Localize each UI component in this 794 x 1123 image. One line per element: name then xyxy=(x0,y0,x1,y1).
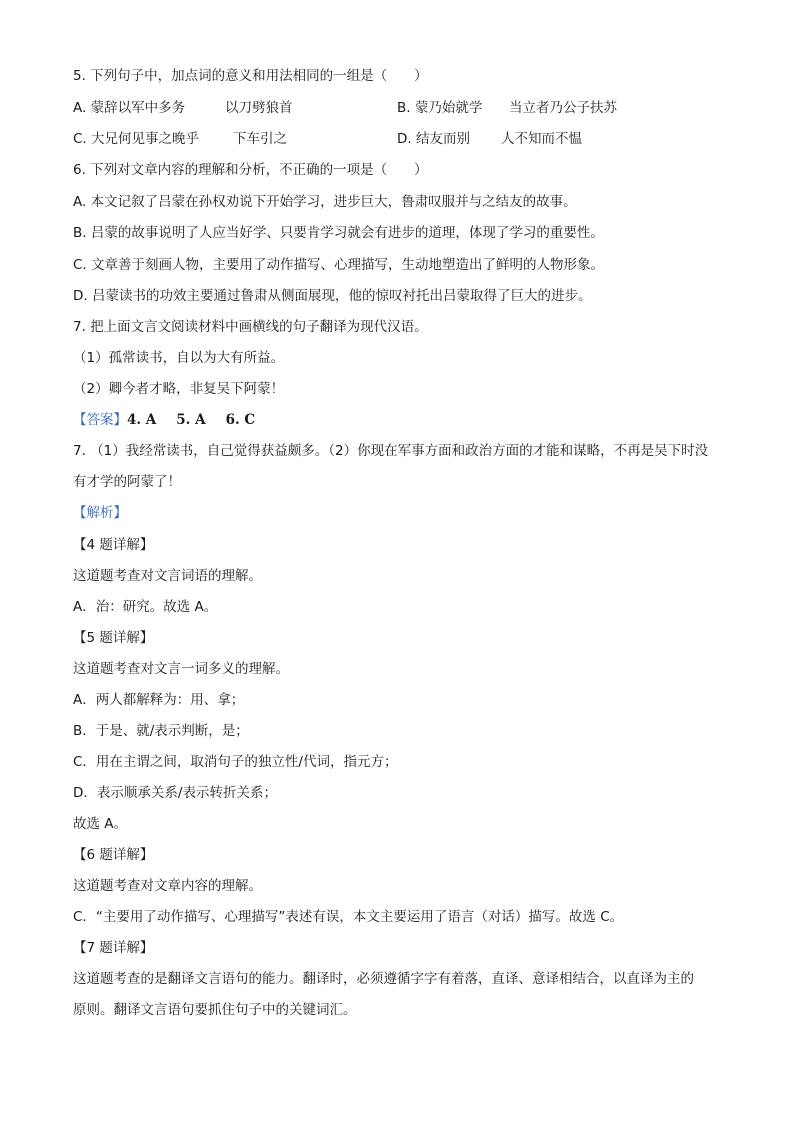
detail-5-line: A．两人都解释为：用、拿； xyxy=(73,692,245,708)
q5-option-a-part1: A. 蒙辞以军中多务 xyxy=(73,100,186,116)
q5-option-c-part1: C. 大兄何见事之晚乎 xyxy=(73,131,200,147)
analysis-label: 【解析】 xyxy=(73,505,127,521)
q5-option-d-part1: D. 结友而别 xyxy=(397,131,470,147)
q6-stem: 6. 下列对文章内容的理解和分析，不正确的一项是（ ） xyxy=(73,162,428,178)
detail-6-line: 这道题考查对文章内容的理解。 xyxy=(73,878,262,894)
q7-sentence-2: （2）卿今者才略，非复吴下阿蒙！ xyxy=(73,381,285,397)
q7-sentence-1: （1）孤常读书，自以为大有所益。 xyxy=(73,350,285,366)
q5-option-b-part1: B. 蒙乃始就学 xyxy=(397,100,483,116)
detail-7-line: 这道题考查的是翻译文言语句的能力。翻译时，必须遵循字字有着落，直译、意译相结合，以直译为主的 xyxy=(73,971,694,987)
answer-5: 5. A xyxy=(176,412,206,428)
q6-option-d: D. 吕蒙读书的功效主要通过鲁肃从侧面展现，他的惊叹衬托出吕蒙取得了巨大的进步。 xyxy=(73,288,592,304)
detail-5-title: 【5 题详解】 xyxy=(73,630,154,646)
detail-6-title: 【6 题详解】 xyxy=(73,847,154,863)
detail-5-line: C．用在主谓之间，取消句子的独立性/代词，指元方； xyxy=(73,754,398,770)
detail-5-line: 故选 A。 xyxy=(73,816,128,832)
detail-7-title: 【7 题详解】 xyxy=(73,940,154,956)
detail-5-line: D．表示顺承关系/表示转折关系； xyxy=(73,785,277,801)
q6-option-b: B. 吕蒙的故事说明了人应当好学、只要肯学习就会有进步的道理，体现了学习的重要性。 xyxy=(73,225,604,241)
q7-stem: 7. 把上面文言文阅读材料中画横线的句子翻译为现代汉语。 xyxy=(73,319,428,335)
detail-5-line: 这道题考查对文言一词多义的理解。 xyxy=(73,661,289,677)
detail-6-line: C．“主要用了动作描写、心理描写”表述有误，本文主要运用了语言（对话）描写。故选 C。 xyxy=(73,909,624,925)
answer-row xyxy=(73,410,255,430)
q6-option-c: C. 文章善于刻画人物，主要用了动作描写、心理描写，生动地塑造出了鲜明的人物形象。 xyxy=(73,257,605,273)
q5-stem: 5. 下列句子中，加点词的意义和用法相同的一组是（ ） xyxy=(73,68,428,84)
q6-option-a: A. 本文记叙了吕蒙在孙权劝说下开始学习，进步巨大，鲁肃叹服并与之结友的故事。 xyxy=(73,194,577,210)
detail-4-line: 这道题考查对文言词语的理解。 xyxy=(73,568,262,584)
q5-option-d-part2: 人不知而不愠 xyxy=(501,131,582,147)
answer-7-line-1: 7. （1）我经常读书，自己觉得获益颇多。（2）你现在军事方面和政治方面的才能和谋略，不再是吴下时没 xyxy=(73,443,709,459)
q5-option-a-part2: 以刀劈狼首 xyxy=(225,100,293,116)
answer-label: 【答案】 xyxy=(73,412,127,428)
answer-7-line-2: 有才学的阿蒙了！ xyxy=(73,474,181,490)
detail-4-line: A．治：研究。故选 A。 xyxy=(73,599,218,615)
detail-7-line: 原则。翻译文言语句要抓住句子中的关键词汇。 xyxy=(73,1002,357,1018)
detail-5-line: B．于是、就/表示判断，是； xyxy=(73,723,249,739)
answer-6: 6. C xyxy=(225,412,256,428)
detail-4-title: 【4 题详解】 xyxy=(73,537,154,553)
q5-option-b-part2: 当立者乃公子扶苏 xyxy=(509,100,617,116)
answer-4: 4. A xyxy=(127,412,157,428)
q5-option-c-part2: 下车引之 xyxy=(233,131,287,147)
